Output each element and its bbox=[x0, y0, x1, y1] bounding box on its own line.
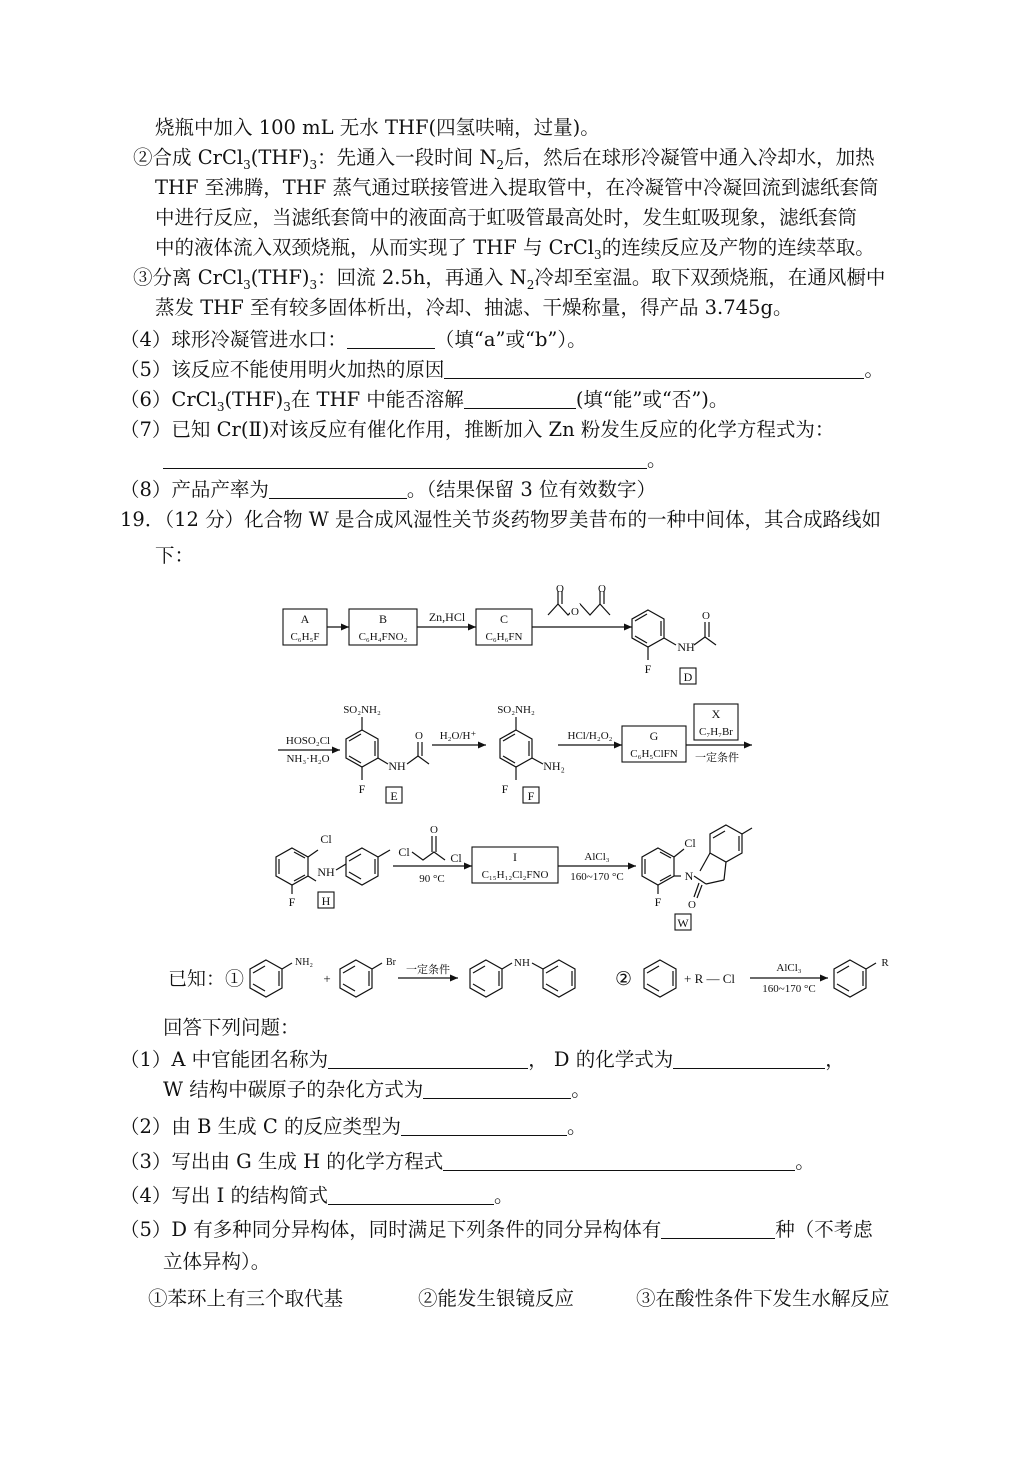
label-a: A bbox=[300, 612, 310, 626]
answer-blank[interactable] bbox=[328, 1184, 494, 1205]
svg-text:AlCl₃: AlCl₃ bbox=[776, 962, 802, 974]
svg-text:F: F bbox=[288, 895, 296, 909]
text-line: 中进行反应，当滤纸套筒中的液面高于虹吸管最高处时，发生虹吸现象，滤纸套筒 bbox=[155, 206, 858, 229]
question-7-answer: 。 bbox=[163, 446, 667, 474]
svg-text:O: O bbox=[415, 730, 423, 742]
svg-text:②: ② bbox=[615, 969, 633, 990]
answer-blank[interactable] bbox=[328, 1048, 528, 1069]
question-6: $(6)CrCl_3(THF)_3$在 THF 中能否溶解 (填“能”或“否”)。 bbox=[120, 388, 729, 414]
svg-text:160~170 °C: 160~170 °C bbox=[570, 871, 624, 883]
answer-blank[interactable] bbox=[423, 1078, 571, 1099]
svg-text:+ R — Cl: + R — Cl bbox=[684, 971, 736, 986]
svg-text:Cl: Cl bbox=[398, 845, 410, 859]
svg-text:W: W bbox=[677, 916, 689, 930]
svg-text:一定条件: 一定条件 bbox=[695, 752, 739, 764]
answer-blank[interactable] bbox=[661, 1218, 775, 1239]
svg-text:F: F bbox=[527, 789, 535, 803]
formula-c: C₆H₆FN bbox=[485, 631, 523, 643]
svg-text:I: I bbox=[513, 850, 517, 864]
svg-text:+: + bbox=[323, 971, 331, 986]
svg-text:F: F bbox=[644, 662, 652, 676]
svg-text:O: O bbox=[571, 606, 579, 618]
svg-text:E: E bbox=[390, 789, 398, 803]
svg-text:NH: NH bbox=[388, 759, 406, 773]
text-line: 蒸发 THF 至有较多固体析出，冷却、抽滤、干燥称量，得产品 3.745g。 bbox=[155, 296, 793, 319]
formula-a: C₆H₅F bbox=[290, 631, 320, 643]
svg-text:O: O bbox=[556, 583, 564, 595]
known-alkylbenzene bbox=[834, 960, 876, 997]
svg-text:H₂O/H⁺: H₂O/H⁺ bbox=[439, 730, 477, 742]
question-4: （4）球形冷凝管进水口： （填“a”或“b”）。 bbox=[120, 328, 587, 351]
svg-text:N: N bbox=[684, 869, 694, 883]
label-c: C bbox=[499, 612, 509, 626]
text-line: THF 至沸腾，THF 蒸气通过联接管进入提取管中，在冷凝管中冷凝回流到滤纸套筒 bbox=[155, 176, 879, 199]
svg-text:NH₂: NH₂ bbox=[543, 759, 565, 773]
svg-text:R: R bbox=[881, 957, 889, 969]
svg-text:O: O bbox=[702, 610, 710, 622]
svg-text:F: F bbox=[358, 782, 366, 796]
svg-text:G: G bbox=[649, 729, 659, 743]
answer-blank[interactable] bbox=[673, 1048, 825, 1069]
svg-text:X: X bbox=[711, 707, 721, 721]
text-line: 下： bbox=[155, 544, 195, 567]
answer-blank[interactable] bbox=[401, 1115, 567, 1136]
text-line: 中的液体流入双颈烧瓶，从而实现了 THF 与 CrCl$_3$的连续反应及产物的连续萃取。 bbox=[155, 236, 875, 262]
answer-4: （4）写出 I 的结构简式 。 bbox=[120, 1184, 514, 1207]
svg-text:NH: NH bbox=[514, 957, 530, 969]
compound-w-structure bbox=[642, 825, 752, 898]
known-bromobenzene bbox=[340, 960, 382, 997]
known-benzene bbox=[644, 960, 676, 997]
text-line: 烧瓶中加入 100 mL 无水 THF(四氢呋喃，过量)。 bbox=[155, 116, 600, 139]
condition-1: ①苯环上有三个取代基 bbox=[148, 1287, 344, 1310]
svg-text:HOSO₂Cl: HOSO₂Cl bbox=[285, 735, 331, 747]
svg-text:D: D bbox=[683, 670, 693, 684]
known-lead: 已知：① bbox=[168, 969, 245, 990]
svg-text:SO₂NH₂: SO₂NH₂ bbox=[497, 704, 535, 716]
svg-text:F: F bbox=[501, 782, 509, 796]
svg-text:O: O bbox=[598, 583, 606, 595]
svg-text:Cl: Cl bbox=[450, 851, 462, 865]
label-b: B bbox=[378, 612, 388, 626]
question-8: （8）产品产率为 。（结果保留 3 位有效数字） bbox=[120, 478, 656, 501]
condition-2: ②能发生银镜反应 bbox=[418, 1287, 575, 1310]
svg-text:一定条件: 一定条件 bbox=[406, 964, 450, 976]
svg-text:O: O bbox=[688, 899, 696, 911]
answer-blank[interactable] bbox=[443, 1150, 795, 1171]
answer-2: （2）由 B 生成 C 的反应类型为 。 bbox=[120, 1115, 587, 1138]
svg-text:NH: NH bbox=[317, 865, 335, 879]
answer-3: （3）写出由 G 生成 H 的化学方程式 。 bbox=[120, 1150, 815, 1173]
svg-text:C₁₅H₁₂Cl₂FNO: C₁₅H₁₂Cl₂FNO bbox=[481, 869, 549, 881]
condition-3: ③在酸性条件下发生水解反应 bbox=[636, 1287, 890, 1310]
svg-text:Cl: Cl bbox=[684, 836, 696, 850]
answer-1b: W 结构中碳原子的杂化方式为 。 bbox=[163, 1078, 591, 1101]
chloroacetyl-chloride bbox=[412, 836, 445, 860]
reagent: Zn,HCl bbox=[428, 610, 466, 624]
formula-b: C₆H₄FNO₂ bbox=[358, 631, 408, 643]
svg-text:Br: Br bbox=[386, 957, 396, 968]
svg-text:160~170 °C: 160~170 °C bbox=[762, 983, 816, 995]
text-line: ②合成 $CrCl_3(THF)_3$：先通入一段时间 $N_2$后，然后在球形冷凝管中通入冷却水，加热 bbox=[133, 146, 875, 172]
svg-text:O: O bbox=[430, 824, 438, 836]
answer-5: （5）D 有多种同分异构体，同时满足下列条件的同分异构体有 种（不考虑 bbox=[120, 1218, 873, 1241]
text-line: 回答下列问题： bbox=[163, 1016, 300, 1039]
question-19-title: 19．（12 分）化合物 W 是合成风湿性关节炎药物罗美昔布的一种中间体，其合成路线如 bbox=[120, 508, 882, 531]
svg-text:NH₂: NH₂ bbox=[295, 957, 313, 968]
svg-text:Cl: Cl bbox=[320, 832, 332, 846]
svg-text:NH: NH bbox=[677, 640, 695, 654]
known-aniline bbox=[250, 960, 292, 997]
svg-text:C₇H₇Br: C₇H₇Br bbox=[699, 726, 733, 738]
svg-text:HCl/H₂O₂: HCl/H₂O₂ bbox=[567, 730, 613, 742]
svg-text:AlCl₃: AlCl₃ bbox=[584, 851, 610, 863]
svg-text:F: F bbox=[654, 895, 662, 909]
answer-1: （1）A 中官能团名称为 ， D 的化学式为 ， bbox=[120, 1048, 845, 1071]
text-line: ③分离 $CrCl_3(THF)_3$：回流 2.5h，再通入 $N_2$冷却至室温。取下双颈烧瓶，在通风橱中 bbox=[133, 266, 886, 292]
compound-f-structure bbox=[500, 717, 543, 780]
svg-text:C₆H₅ClFN: C₆H₅ClFN bbox=[630, 748, 678, 760]
question-7: （7）已知 Cr(Ⅱ)对该反应有催化作用，推断加入 Zn 粉发生反应的化学方程式为： bbox=[120, 418, 835, 441]
question-5: （5）该反应不能使用明火加热的原因 。 bbox=[120, 358, 884, 381]
svg-text:90 °C: 90 °C bbox=[419, 873, 445, 885]
svg-text:SO₂NH₂: SO₂NH₂ bbox=[343, 704, 381, 716]
svg-text:H: H bbox=[321, 894, 331, 908]
text-line: 立体异构）。 bbox=[163, 1250, 271, 1273]
svg-text:NH₃·H₂O: NH₃·H₂O bbox=[286, 753, 330, 765]
